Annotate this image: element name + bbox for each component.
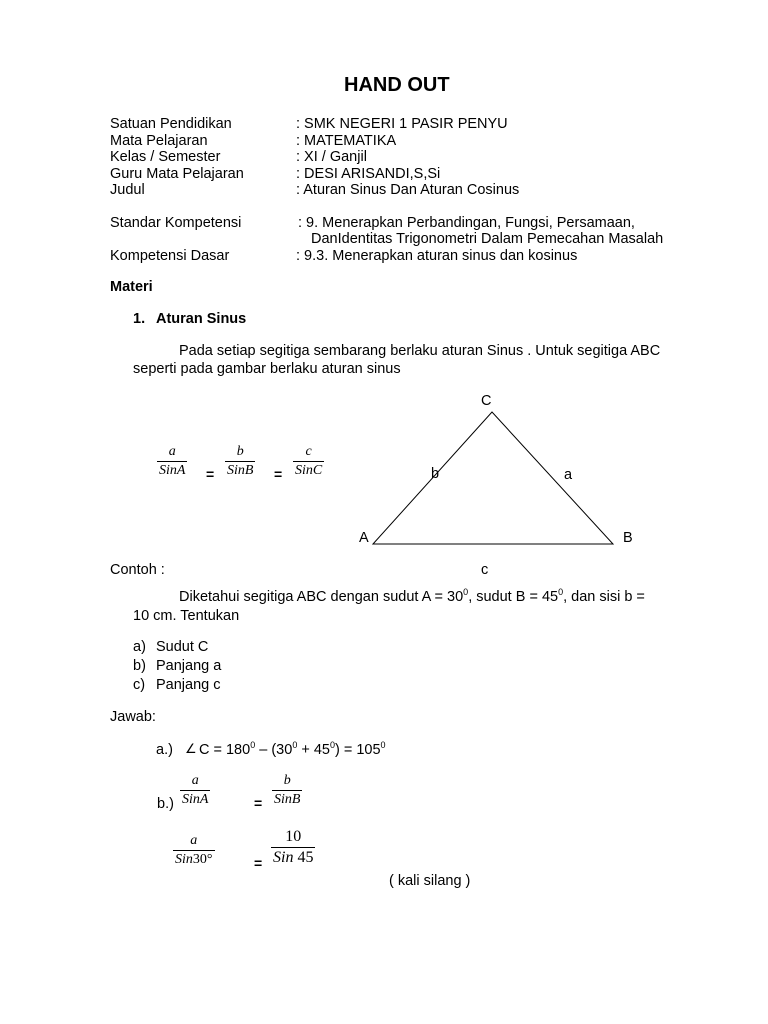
- jawab-label: Jawab:: [110, 709, 156, 725]
- rule-den-c: SinC: [295, 463, 323, 478]
- side-a-label: a: [564, 467, 573, 483]
- info-label-judul: Judul: [110, 182, 145, 198]
- vertex-c-label: C: [481, 393, 492, 409]
- answer-b-equals: =: [254, 795, 263, 811]
- list-item-b: Panjang a: [156, 658, 222, 674]
- answer-b2-num-left: a: [190, 833, 198, 848]
- answer-b-den-a: SinA: [182, 792, 209, 807]
- rule-equals-1: =: [206, 466, 215, 482]
- page-title: HAND OUT: [344, 74, 450, 96]
- vertex-b-label: B: [623, 530, 633, 546]
- info-value-judul: : Aturan Sinus Dan Aturan Cosinus: [296, 182, 520, 198]
- info-value-satuan: : SMK NEGERI 1 PASIR PENYU: [296, 116, 508, 132]
- answer-b-num-a: a: [191, 773, 199, 788]
- list-item-a: Sudut C: [156, 639, 209, 655]
- rule-den-b: SinB: [227, 463, 254, 478]
- rule-num-c: c: [305, 444, 312, 459]
- intro-line1: Pada setiap segitiga sembarang berlaku aturan Sinus . Untuk segitiga ABC: [179, 343, 661, 359]
- info-value-kelas: : XI / Ganjil: [296, 149, 367, 165]
- info-label-kelas: Kelas / Semester: [110, 149, 221, 165]
- answer-b2-equals: =: [254, 855, 263, 871]
- triangle-shape: [373, 412, 613, 544]
- answer-b2-fraction-right: [271, 828, 315, 867]
- answer-a-expression: $C = 180^0 - (30^0 + 45^0) = 105^0$: [199, 740, 386, 758]
- kali-silang-note: ( kali silang ): [389, 873, 471, 889]
- answer-b-label: b.): [157, 796, 174, 812]
- answer-b2-den-left: Sin30°: [175, 852, 213, 867]
- section-number: 1.: [133, 311, 146, 327]
- answer-b-fraction-a: [180, 773, 210, 808]
- info-value-mapel: : MATEMATIKA: [296, 133, 397, 149]
- list-item-c: Panjang c: [156, 677, 221, 693]
- problem-line2: 10 cm. Tentukan: [133, 608, 240, 624]
- rule-num-a: a: [168, 444, 176, 459]
- info-value-guru: : DESI ARISANDI,S,Si: [296, 166, 441, 182]
- answer-b-den-b: SinB: [274, 792, 301, 807]
- info-label-satuan: Satuan Pendidikan: [110, 116, 232, 132]
- answer-b-fraction-b: [272, 773, 302, 808]
- sk-line2: DanIdentitas Trigonometri Dalam Pemecahan Masalah: [311, 231, 664, 247]
- answer-b2-fraction-left: [173, 833, 215, 868]
- answer-b2-num-right: 10: [285, 828, 302, 845]
- kd-value: : 9.3. Menerapkan aturan sinus dan kosinus: [296, 248, 578, 264]
- contoh-label: Contoh :: [110, 562, 165, 578]
- info-label-guru: Guru Mata Pelajaran: [110, 166, 244, 182]
- problem-line1: Diketahui segitiga ABC dengan sudut $A = 30^0$, sudut $B = 45^0$, dan sisi b =: [179, 587, 645, 605]
- sk-label: Standar Kompetensi: [110, 215, 242, 231]
- kd-label: Kompetensi Dasar: [110, 248, 230, 264]
- section-title: Aturan Sinus: [156, 311, 247, 327]
- list-marker-b: b): [133, 658, 146, 674]
- answer-a-label: a.): [156, 742, 173, 758]
- rule-num-b: b: [236, 444, 244, 459]
- side-b-label: b: [431, 466, 440, 482]
- rule-den-a: SinA: [159, 463, 186, 478]
- angle-icon: ∠: [185, 741, 197, 756]
- side-c-label: c: [481, 562, 489, 578]
- intro-line2: seperti pada gambar berlaku aturan sinus: [133, 361, 401, 377]
- list-marker-a: a): [133, 639, 146, 655]
- info-label-mapel: Mata Pelajaran: [110, 133, 208, 149]
- vertex-a-label: A: [359, 530, 369, 546]
- sk-line1: : 9. Menerapkan Perbandingan, Fungsi, Persamaan,: [298, 215, 635, 231]
- list-marker-c: c): [133, 677, 146, 693]
- answer-b2-den-right: Sin 45: [273, 849, 314, 866]
- materi-heading: Materi: [110, 279, 153, 295]
- rule-equals-2: =: [274, 466, 283, 482]
- answer-b-num-b: b: [283, 773, 291, 788]
